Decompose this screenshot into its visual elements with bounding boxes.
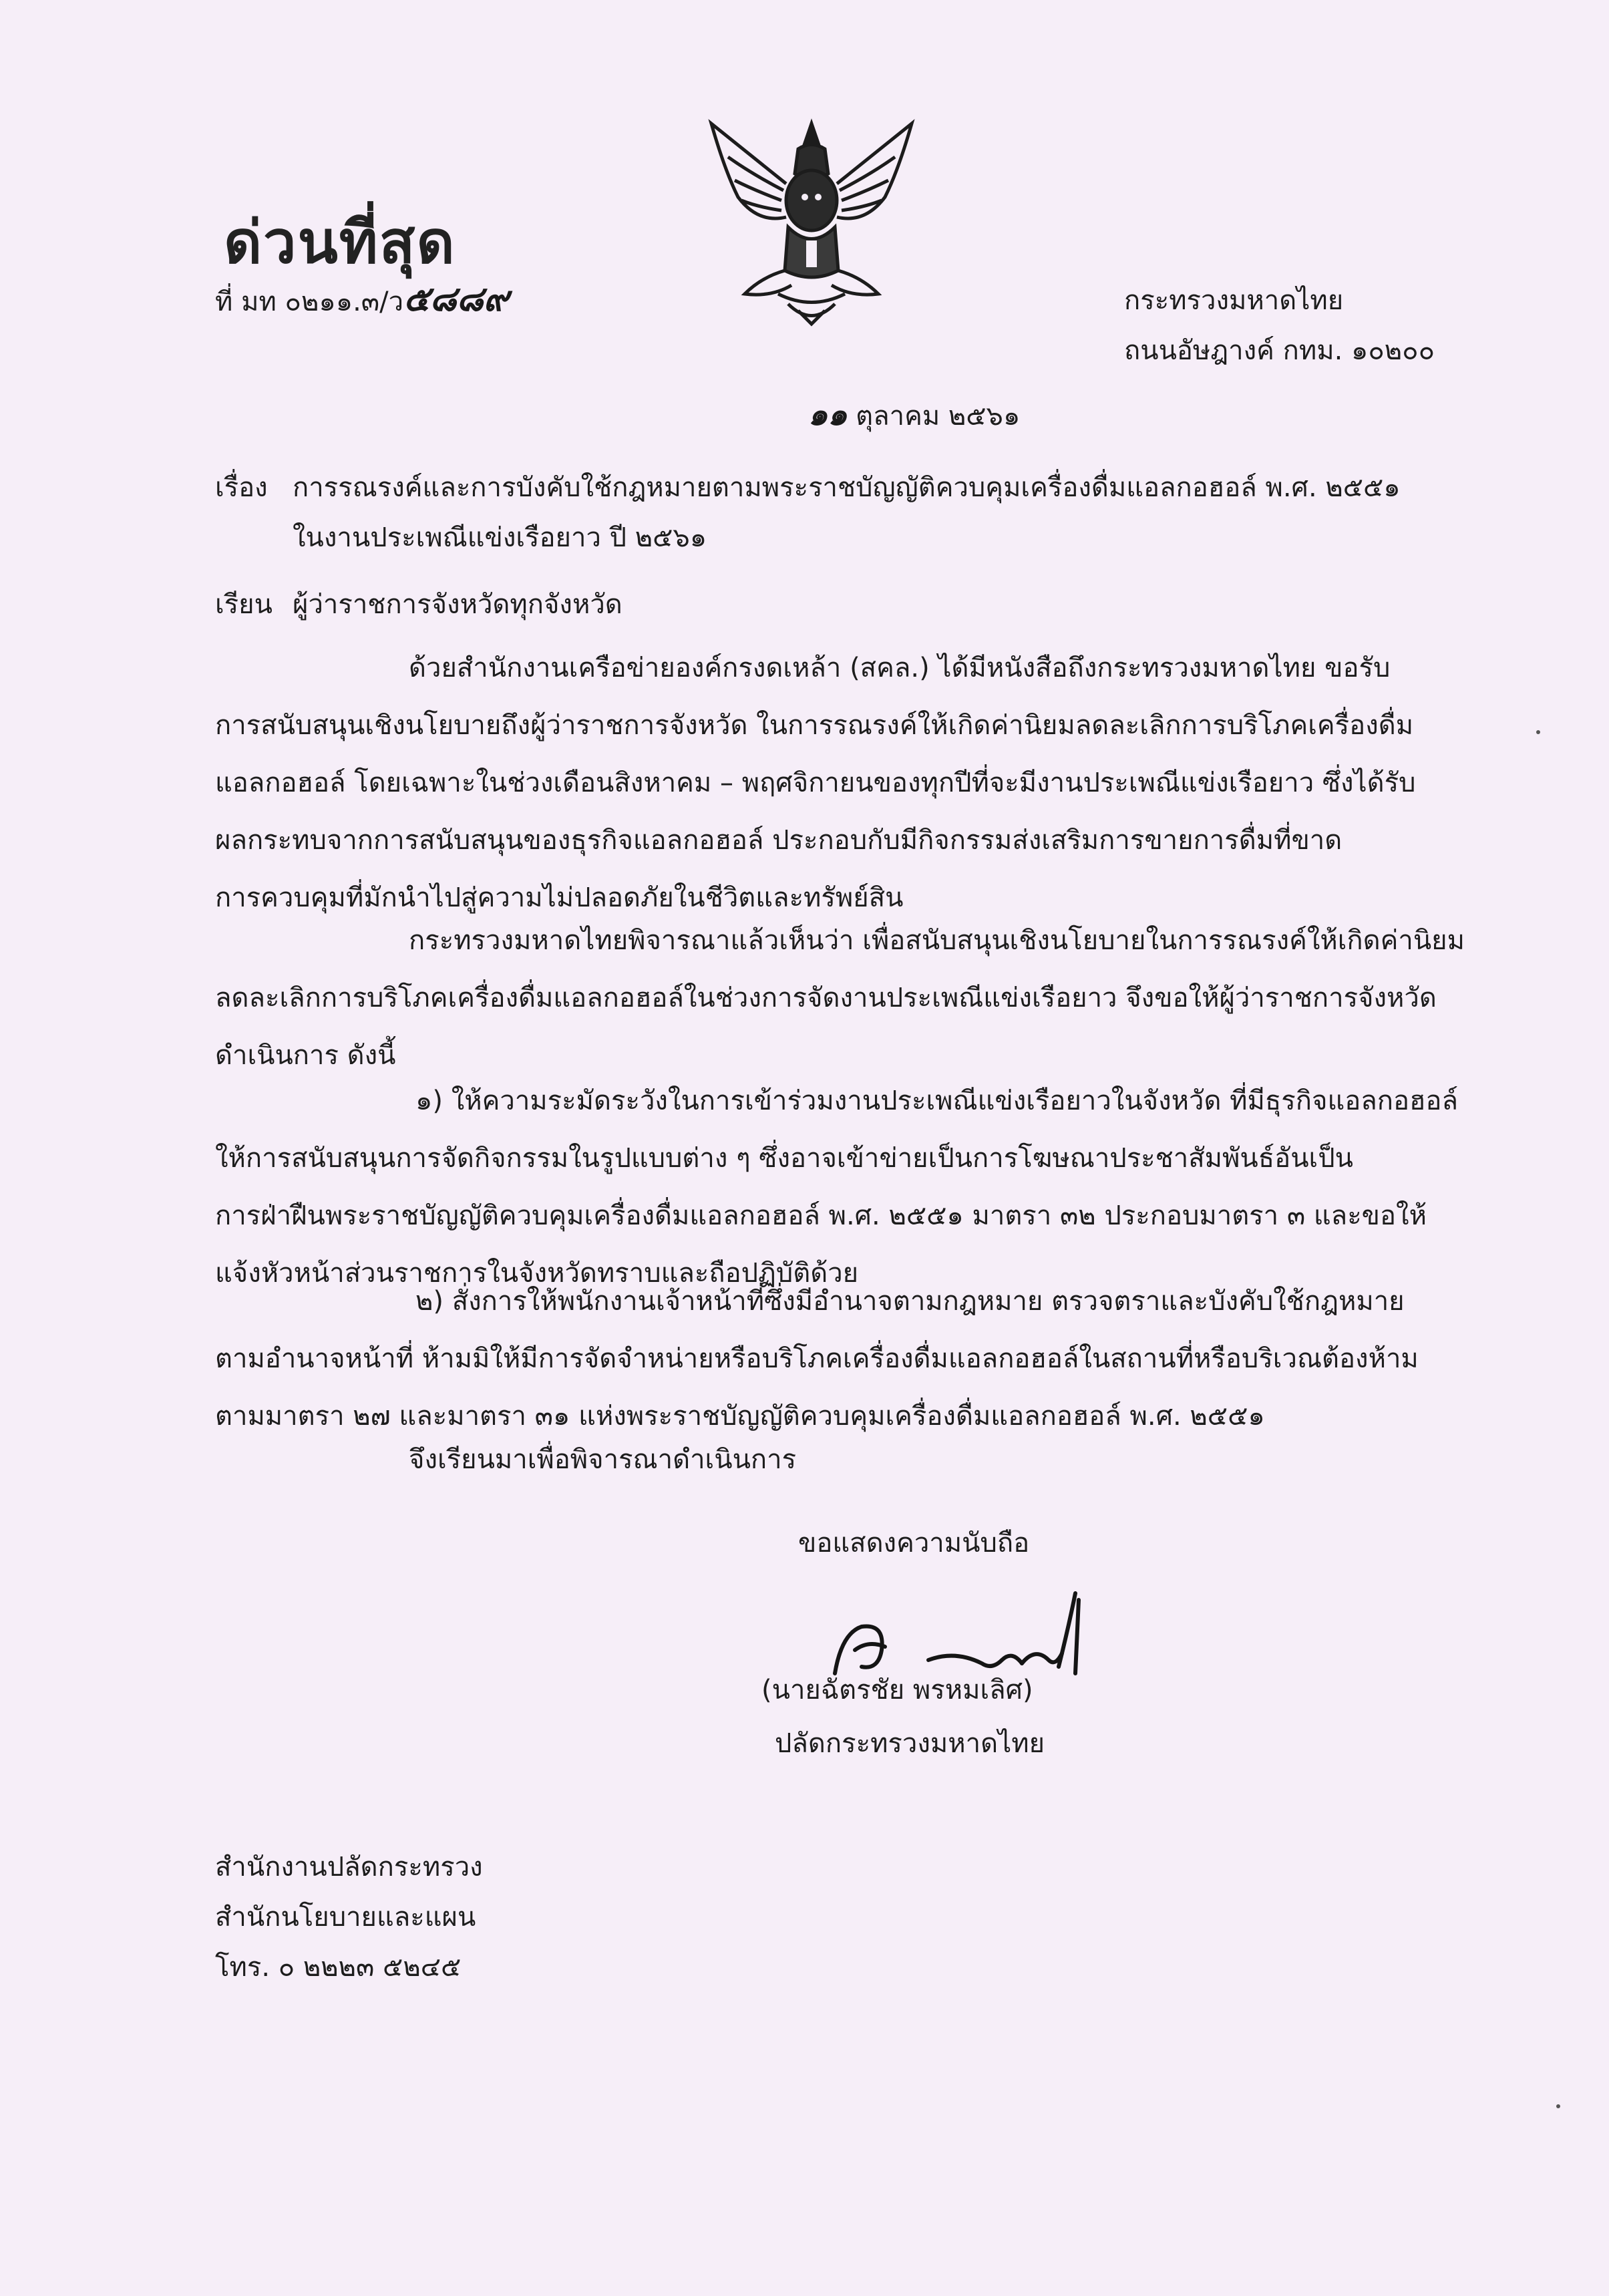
signatory-name: (นายฉัตรชัย พรหมเลิศ) <box>761 1675 1033 1705</box>
footer-division: สำนักนโยบายและแผน <box>215 1902 476 1933</box>
ministry-address: ถนนอัษฎางค์ กทม. ๑๐๒๐๐ <box>1124 335 1435 366</box>
letter-date <box>808 396 1021 432</box>
body-item-2 <box>215 1273 1471 1445</box>
paragraph-line: การสนับสนุนเชิงนโยบายถึงผู้ว่าราชการจังหวัด ในการรณรงค์ให้เกิดค่านิยมลดละเลิกการบริโภคเครื่องดื่ม <box>215 710 1414 741</box>
paragraph-line: ลดละเลิกการบริโภคเครื่องดื่มแอลกอฮอล์ในช่วงการจัดงานประเพณีแข่งเรือยาว จึงขอให้ผู้ว่าราชการจังหวัด <box>215 983 1437 1013</box>
scan-speck <box>1536 730 1540 734</box>
doc-number-handwritten: ๕๘๘๙ <box>403 279 509 319</box>
paragraph-line: ด้วยสำนักงานเครือข่ายองค์กรงดเหล้า (สคล.) ได้มีหนังสือถึงกระทรวงมหาดไทย ขอรับ <box>409 653 1391 683</box>
paragraph-line: การฝ่าฝืนพระราชบัญญัติควบคุมเครื่องดื่มแอลกอฮอล์ พ.ศ. ๒๕๕๑ มาตรา ๓๒ ประกอบมาตรา ๓ และขอให้ <box>215 1200 1427 1231</box>
paragraph-line: ดำเนินการ ดังนี้ <box>215 1040 396 1071</box>
paragraph-line: ให้การสนับสนุนการจัดกิจกรรมในรูปแบบต่าง ๆ ซึ่งอาจเข้าข่ายเป็นการโฆษณาประชาสัมพันธ์อันเป็น <box>215 1143 1353 1174</box>
scan-speck <box>1556 2104 1560 2108</box>
to-value: ผู้ว่าราชการจังหวัดทุกจังหวัด <box>293 589 622 620</box>
paragraph-line: ๑) ให้ความระมัดระวังในการเข้าร่วมงานประเพณีแข่งเรือยาวในจังหวัด ที่มีธุรกิจแอลกอฮอล์ <box>415 1086 1458 1116</box>
paragraph-line: ๒) สั่งการให้พนักงานเจ้าหน้าที่ซึ่งมีอำนาจตามกฎหมาย ตรวจตราและบังคับใช้กฎหมาย <box>415 1286 1405 1317</box>
closing-request: จึงเรียนมาเพื่อพิจารณาดำเนินการ <box>409 1444 797 1475</box>
garuda-emblem-icon <box>698 110 925 331</box>
paragraph-line: ผลกระทบจากการสนับสนุนของธุรกิจแอลกอฮอล์ ประกอบกับมีกิจกรรมส่งเสริมการขายการดื่มที่ขาด <box>215 825 1343 856</box>
paragraph-line: ตามอำนาจหน้าที่ ห้ามมิให้มีการจัดจำหน่ายหรือบริโภคเครื่องดื่มแอลกอฮอล์ในสถานที่หรือบริเวณต้องห้าม <box>215 1343 1419 1374</box>
doc-number <box>215 279 509 319</box>
footer-office: สำนักงานปลัดกระทรวง <box>215 1852 483 1882</box>
paragraph-line: แอลกอฮอล์ โดยเฉพาะในช่วงเดือนสิงหาคม – พฤศจิกายนของทุกปีที่จะมีงานประเพณีแข่งเรือยาว ซึ่งได้รับ <box>215 768 1416 798</box>
paragraph-line: แจ้งหัวหน้าส่วนราชการในจังหวัดทราบและถือปฏิบัติด้วย <box>215 1258 859 1289</box>
urgency-stamp: ด่วนที่สุด <box>224 208 456 277</box>
paragraph-line: กระทรวงมหาดไทยพิจารณาแล้วเห็นว่า เพื่อสนับสนุนเชิงนโยบายในการรณรงค์ให้เกิดค่านิยม <box>409 925 1465 956</box>
footer-phone: โทร. ๐ ๒๒๒๓ ๕๒๔๕ <box>215 1952 462 1983</box>
paragraph-line: ตามมาตรา ๒๗ และมาตรา ๓๑ แห่งพระราชบัญญัติควบคุมเครื่องดื่มแอลกอฮอล์ พ.ศ. ๒๕๕๑ <box>215 1401 1265 1432</box>
complimentary-close: ขอแสดงความนับถือ <box>798 1528 1030 1559</box>
signatory-position: ปลัดกระทรวงมหาดไทย <box>775 1728 1045 1759</box>
handwritten-signature <box>822 1587 1102 1687</box>
date-day-handwritten: ๑๑ <box>808 396 848 432</box>
paragraph-line: การควบคุมที่มักนำไปสู่ความไม่ปลอดภัยในชีวิตและทรัพย์สิน <box>215 882 904 913</box>
body-paragraph-2 <box>215 912 1471 1084</box>
body-item-1 <box>215 1072 1471 1302</box>
date-month-year: ตุลาคม ๒๕๖๑ <box>856 401 1021 432</box>
body-paragraph-1 <box>215 639 1471 927</box>
ministry-name: กระทรวงมหาดไทย <box>1124 285 1344 316</box>
subject-line-2: ในงานประเพณีแข่งเรือยาว ปี ๒๕๖๑ <box>293 522 707 553</box>
doc-number-prefix: ที่ มท ๐๒๑๑.๓/ว <box>215 287 404 317</box>
subject-line-1: การรณรงค์และการบังคับใช้กฎหมายตามพระราชบัญญัติควบคุมเครื่องดื่มแอลกอฮอล์ พ.ศ. ๒๕๕๑ <box>293 472 1401 503</box>
to-label: เรียน <box>215 589 273 620</box>
subject-label: เรื่อง <box>215 472 268 503</box>
